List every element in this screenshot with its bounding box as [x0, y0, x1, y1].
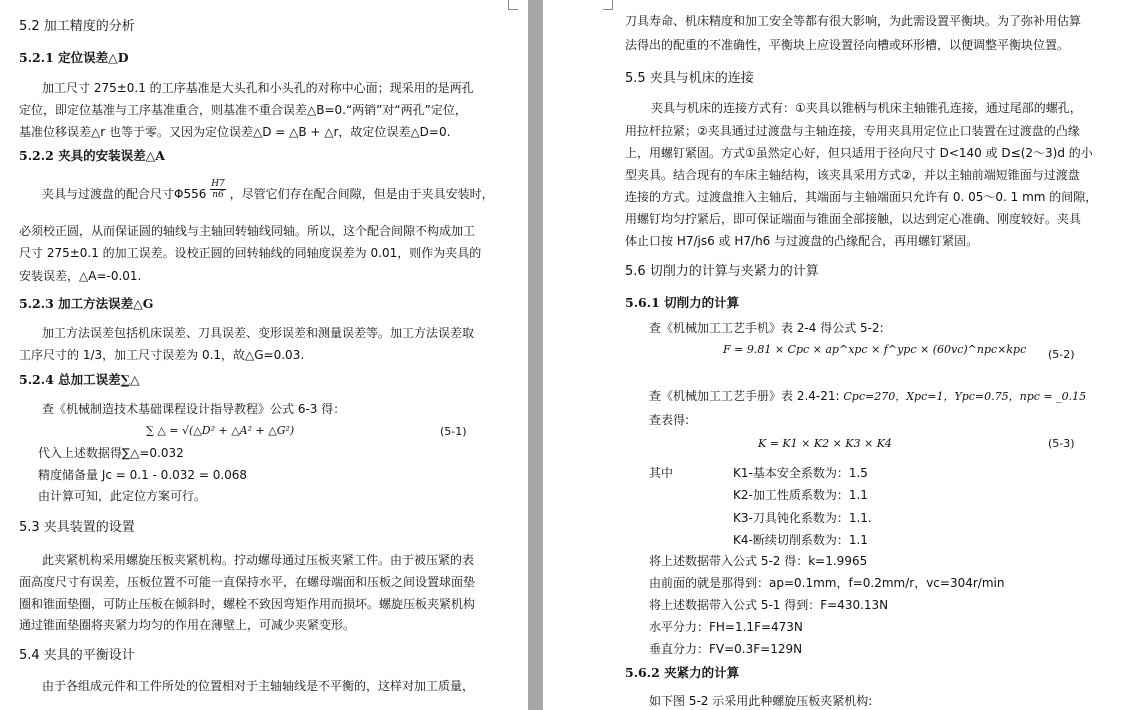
- coefficient-item: K2-加工性质系数为：1.1: [733, 488, 868, 502]
- heading-5-2-2: 5.2.2 夹具的安装误差△A: [19, 148, 165, 163]
- heading-5-2-1: 5.2.1 定位误差△D: [19, 50, 129, 65]
- heading-5-6-1: 5.6.1 切削力的计算: [625, 295, 740, 310]
- heading-5-3: 5.3 夹具装置的设置: [19, 520, 135, 535]
- paragraph-line: 加工尺寸 275±0.1 的工序基准是大头孔和小头孔的对称中心面；现采用的是两孔: [42, 81, 474, 95]
- paragraph-line: 代入上述数据得∑△=0.032: [38, 446, 184, 460]
- paragraph-line: 必须校正圆，从而保证圆的轴线与主轴回转轴线同轴。所以，这个配合间隙不构成加工: [19, 224, 476, 238]
- paragraph-line: 查《机械制造技术基础课程设计指导教程》公式 6-3 得：: [42, 402, 346, 416]
- paragraph-line: 加工方法误差包括机床误差、刀具误差、变形误差和测量误差等。加工方法误差取: [42, 326, 475, 340]
- paragraph-line: 查表得:: [649, 413, 690, 427]
- paragraph-line: 用螺钉均匀拧紧后，即可保证端面与锥面全部接触，以达到定心准确、刚度较好。夹具: [625, 212, 1082, 226]
- equation-number: (5-1): [440, 425, 467, 438]
- equation-number: (5-3): [1048, 437, 1075, 450]
- paragraph-line: 法得出的配重的不准确性，平衡块上应设置径向槽或环形槽，以便调整平衡块位置。: [625, 38, 1070, 52]
- fraction-numerator: H7: [211, 179, 225, 189]
- paragraph-line: 通过锥面垫圈将夹紧力均匀的作用在薄壁上，可减少夹紧变形。: [19, 618, 356, 632]
- paragraph-line: 刀具寿命、机床精度和加工安全等都有很大影响，为此需设置平衡块。为了弥补用估算: [625, 14, 1082, 28]
- fraction-denominator: n6: [212, 190, 224, 200]
- paragraph-line: 面高度尺寸有误差，压板位置不可能一直保持水平，在螺母端面和压板之间设置球面垫: [19, 575, 476, 589]
- paragraph-line: 此夹紧机构采用螺旋压板夹紧机构。拧动螺母通过压板夹紧工件。由于被压紧的表: [42, 553, 475, 567]
- heading-5-5: 5.5 夹具与机床的连接: [625, 71, 754, 86]
- paragraph-line: 由计算可知，此定位方案可行。: [38, 489, 207, 503]
- paragraph-line: 连接的方式。过渡盘推入主轴后，其端面与主轴端面只允许有 0. 05～0. 1 mm 的间隙，: [625, 190, 1098, 204]
- paragraph-line: 安装误差，△A=-0.01.: [19, 269, 142, 283]
- coefficient-item: K3-刀具钝化系数为：1.1.: [733, 511, 872, 525]
- formula-5-3: K = K1 × K2 × K3 × K4: [758, 437, 892, 450]
- paragraph-line: 用拉杆拉紧；②夹具通过过渡盘与主轴连接，专用夹具用定位止口装置在过渡盘的凸缘: [625, 124, 1080, 138]
- paragraph-line: 工序尺寸的 1/3，加工尺寸误差为 0.1，故△G=0.03.: [19, 348, 305, 362]
- paragraph-line: 基准位移误差△r 也等于零。又因为定位误差△D = △B + △r，故定位误差△D=0.: [19, 125, 451, 139]
- heading-5-2-4: 5.2.4 总加工误差∑△: [19, 372, 140, 387]
- text-fragment: ，尽管它们存在配合间隙，但是由于夹具安装时，: [229, 187, 494, 201]
- coefficient-values: Cpc=270，Xpc=1，Ypc=0.75，npc = _0.15: [843, 390, 1087, 403]
- formula-5-2: F = 9.81 × Cpc × ap^xpc × f^ypc × (60vc)^npc×kpc: [723, 343, 1027, 356]
- equation-number: (5-2): [1048, 348, 1075, 361]
- heading-5-2-3: 5.2.3 加工方法误差△G: [19, 296, 154, 311]
- paragraph-line: 将上述数据带入公式 5-1 得到：F=430.13N: [649, 598, 889, 612]
- paragraph-line: 精度储备量 Jc = 0.1 - 0.032 = 0.068: [38, 468, 248, 482]
- corner-mark-top-left: [603, 0, 613, 10]
- paragraph-line: 由于各组成元件和工件所处的位置相对于主轴轴线是不平衡的，这样对加工质量，: [42, 679, 475, 693]
- corner-mark-top-right: [508, 0, 518, 10]
- paragraph-line: 如下图 5-2 示采用此种螺旋压板夹紧机构:: [649, 694, 873, 708]
- page-gap: [528, 0, 543, 710]
- paragraph-line: [649, 388, 1086, 405]
- paragraph-line: 由前面的就是那得到：ap=0.1mm，f=0.2mm/r，vc=304r/min: [649, 576, 1005, 590]
- paragraph-line: 水平分力：FH=1.1F=473N: [649, 620, 803, 634]
- coefficient-item: K4-断续切削系数为：1.1: [733, 533, 868, 547]
- paragraph-line: 尺寸 275±0.1 的加工误差。设校正圆的回转轴线的同轴度误差为 0.01，则作为夹具的: [19, 246, 482, 260]
- coefficient-item: K1-基本安全系数为：1.5: [733, 466, 868, 480]
- text-fragment: 夹具与过渡盘的配合尺寸Φ556: [42, 187, 207, 201]
- heading-5-2: 5.2 加工精度的分析: [19, 19, 135, 34]
- document-page-left: [0, 0, 528, 710]
- heading-5-4: 5.4 夹具的平衡设计: [19, 648, 135, 663]
- paragraph-line: 夹具与机床的连接方式有：①夹具以锥柄与机床主轴锥孔连接，通过尾部的螺孔，: [651, 101, 1082, 115]
- heading-5-6: 5.6 切削力的计算与夹紧力的计算: [625, 264, 819, 279]
- text-fragment: 查《机械加工工艺手册》表 2.4-21:: [649, 389, 840, 403]
- fit-fraction: [210, 179, 226, 200]
- heading-5-6-2: 5.6.2 夹紧力的计算: [625, 665, 740, 680]
- formula-5-1: ∑ △ = √(△D² + △A² + △G²): [146, 424, 295, 437]
- paragraph-line: 查《机械加工工艺手机》表 2-4 得公式 5-2:: [649, 321, 884, 335]
- paragraph-line: [42, 179, 494, 202]
- paragraph-line: 圈和锥面垫圈，可防止压板在倾斜时，螺栓不致因弯矩作用而损坏。螺旋压板夹紧机构: [19, 597, 476, 611]
- label-qizhong: 其中: [649, 466, 674, 480]
- paragraph-line: 体止口按 H7/js6 或 H7/h6 与过渡盘的凸缘配合，再用螺钉紧固。: [625, 234, 979, 248]
- paragraph-line: 垂直分力：FV=0.3F=129N: [649, 642, 803, 656]
- paragraph-line: 定位，即定位基准与工序基准重合，则基准不重合误差△B=0.“两销”对“两孔”定位，: [19, 103, 467, 117]
- paragraph-line: 将上述数据带入公式 5-2 得：k=1.9965: [649, 554, 868, 568]
- paragraph-line: 上，用螺钉紧固。方式①虽然定心好，但只适用于径向尺寸 D<140 或 D≤(2～3)d 的小: [625, 146, 1093, 160]
- paragraph-line: 型夹具。结合现有的车床主轴结构，该夹具采用方式②，并以主轴前端短锥面与过渡盘: [625, 168, 1080, 182]
- document-page-right: [543, 0, 1137, 710]
